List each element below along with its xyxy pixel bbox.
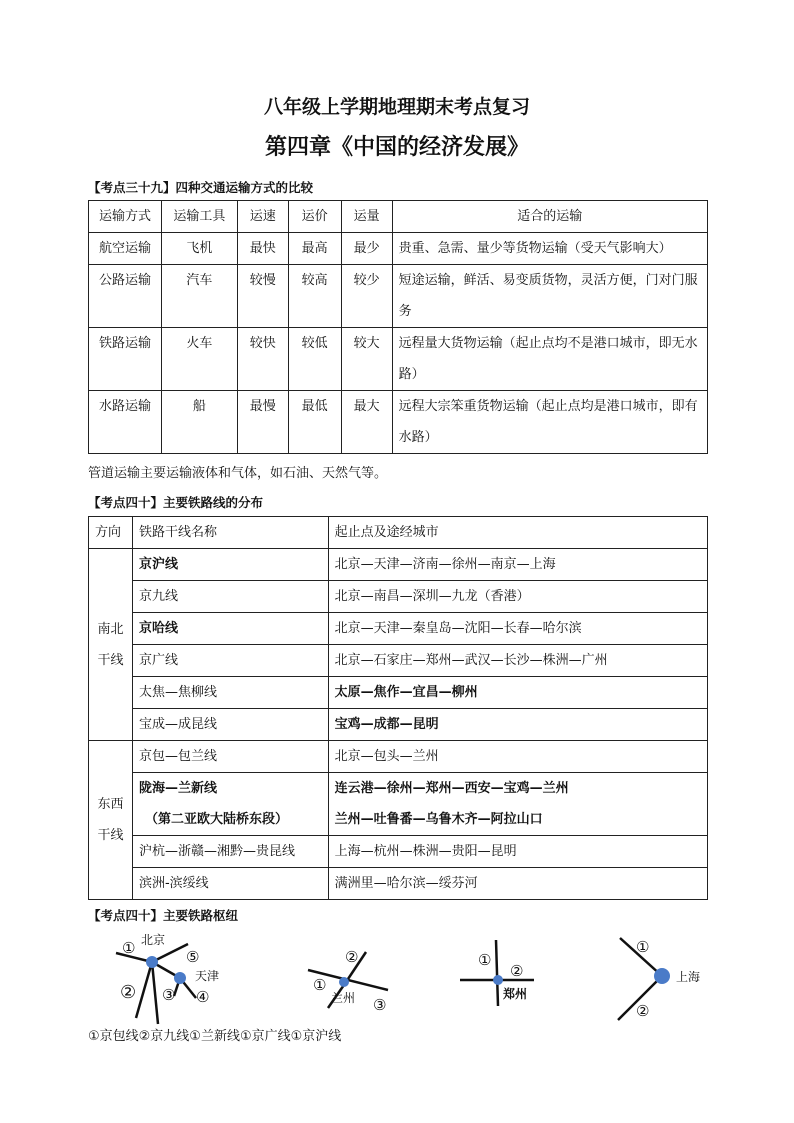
line-cities: 太原—焦作—宜昌—柳州 bbox=[328, 677, 707, 709]
table-row bbox=[89, 773, 708, 805]
table-cell: 汽车 bbox=[161, 265, 237, 328]
table-cell: 铁路运输 bbox=[89, 328, 162, 391]
table-cell: 短途运输，鲜活、易变质货物，灵活方便，门对门服务 bbox=[392, 265, 707, 328]
hub-caption: ①京包线②京九线①兰新线①京广线①京沪线 bbox=[88, 1029, 342, 1044]
line-cities: 北京—包头—兰州 bbox=[328, 741, 707, 773]
table-row bbox=[89, 645, 708, 677]
table-cell: 较大 bbox=[341, 328, 392, 391]
table-row bbox=[89, 265, 708, 328]
table-cell: 最低 bbox=[288, 391, 341, 454]
hub-beijing bbox=[146, 956, 158, 968]
marker-4: ④ bbox=[196, 988, 210, 1006]
marker-2: ② bbox=[636, 1002, 650, 1020]
pipeline-note: 管道运输主要运输液体和气体，如石油、天然气等。 bbox=[88, 466, 388, 481]
line-name: 陇海—兰新线 bbox=[132, 773, 328, 805]
hub-shanghai bbox=[654, 968, 670, 984]
col-header: 运输工具 bbox=[161, 201, 237, 233]
marker-3: ③ bbox=[162, 986, 176, 1004]
chapter-title: 第四章《中国的经济发展》 bbox=[264, 135, 529, 160]
line-name: 宝成—成昆线 bbox=[132, 709, 328, 741]
table-row bbox=[89, 709, 708, 741]
table-cell: 最慢 bbox=[237, 391, 288, 454]
line-name: （第二亚欧大陆桥东段） bbox=[132, 804, 328, 836]
col-header: 运速 bbox=[237, 201, 288, 233]
line-name: 京九线 bbox=[132, 581, 328, 613]
table-row bbox=[89, 581, 708, 613]
line-cities: 北京—天津—济南—徐州—南京—上海 bbox=[328, 549, 707, 581]
table-row bbox=[89, 868, 708, 900]
table-cell: 最大 bbox=[341, 391, 392, 454]
line-name: 京包—包兰线 bbox=[132, 741, 328, 773]
table-cell: 较低 bbox=[288, 328, 341, 391]
line-cities: 北京—南昌—深圳—九龙（香港） bbox=[328, 581, 707, 613]
table-cell: 船 bbox=[161, 391, 237, 454]
line-cities: 上海—杭州—株洲—贵阳—昆明 bbox=[328, 836, 707, 868]
label-zhengzhou: 郑州 bbox=[503, 987, 528, 1001]
marker-5: ⑤ bbox=[186, 948, 200, 966]
table-cell: 火车 bbox=[161, 328, 237, 391]
marker-1: ① bbox=[478, 951, 492, 969]
marker-2: ② bbox=[120, 982, 137, 1003]
railway-hub-diagram bbox=[88, 928, 728, 1028]
table-cell: 最快 bbox=[237, 233, 288, 265]
table-cell: 航空运输 bbox=[89, 233, 162, 265]
table-cell: 远程大宗笨重货物运输（起止点均是港口城市，即有水路） bbox=[392, 391, 707, 454]
line-name: 沪杭—浙赣—湘黔—贵昆线 bbox=[132, 836, 328, 868]
table-cell: 较少 bbox=[341, 265, 392, 328]
line-cities: 宝鸡—成都—昆明 bbox=[328, 709, 707, 741]
hub-lanzhou bbox=[339, 977, 349, 987]
col-header: 方向 bbox=[89, 517, 133, 549]
table-header-row bbox=[89, 517, 708, 549]
marker-2: ② bbox=[510, 962, 524, 980]
table-row bbox=[89, 391, 708, 454]
col-header: 运价 bbox=[288, 201, 341, 233]
direction-east-west: 东西干线 bbox=[89, 741, 133, 900]
hub-tianjin bbox=[174, 972, 186, 984]
section-heading-hubs: 【考点四十】主要铁路枢纽 bbox=[88, 908, 239, 923]
marker-3: ③ bbox=[373, 996, 387, 1014]
marker-1: ① bbox=[636, 938, 650, 956]
label-beijing: 北京 bbox=[141, 933, 166, 947]
col-header: 适合的运输 bbox=[392, 201, 707, 233]
section-heading-transport: 【考点三十九】四种交通运输方式的比较 bbox=[88, 180, 314, 195]
hub-zhengzhou bbox=[493, 975, 503, 985]
table-row bbox=[89, 741, 708, 773]
table-cell: 最高 bbox=[288, 233, 341, 265]
col-header: 运量 bbox=[341, 201, 392, 233]
table-row bbox=[89, 613, 708, 645]
railway-lines-table bbox=[88, 516, 708, 900]
col-header: 起止点及途经城市 bbox=[328, 517, 707, 549]
label-shanghai: 上海 bbox=[676, 970, 701, 984]
table-cell: 较慢 bbox=[237, 265, 288, 328]
label-lanzhou: 兰州 bbox=[331, 991, 356, 1005]
line-name: 滨洲-滨绥线 bbox=[132, 868, 328, 900]
line-cities: 连云港—徐州—郑州—西安—宝鸡—兰州 bbox=[328, 773, 707, 805]
table-cell: 较快 bbox=[237, 328, 288, 391]
col-header: 铁路干线名称 bbox=[132, 517, 328, 549]
line-cities: 满洲里—哈尔滨—绥芬河 bbox=[328, 868, 707, 900]
table-cell: 远程量大货物运输（起止点均不是港口城市，即无水路） bbox=[392, 328, 707, 391]
line-cities: 北京—天津—秦皇岛—沈阳—长春—哈尔滨 bbox=[328, 613, 707, 645]
direction-north-south: 南北干线 bbox=[89, 549, 133, 741]
line-name: 京沪线 bbox=[132, 549, 328, 581]
marker-1: ① bbox=[313, 976, 327, 994]
line-name: 京哈线 bbox=[132, 613, 328, 645]
line-name: 京广线 bbox=[132, 645, 328, 677]
table-header-row bbox=[89, 201, 708, 233]
hub-nodes bbox=[146, 956, 670, 987]
label-tianjin: 天津 bbox=[195, 969, 220, 983]
line-name: 太焦—焦柳线 bbox=[132, 677, 328, 709]
line-cities: 北京—石家庄—郑州—武汉—长沙—株洲—广州 bbox=[328, 645, 707, 677]
table-row bbox=[89, 677, 708, 709]
marker-2: ② bbox=[345, 948, 359, 966]
table-row bbox=[89, 233, 708, 265]
marker-1: ① bbox=[122, 939, 136, 957]
section-heading-railways: 【考点四十】主要铁路线的分布 bbox=[88, 495, 264, 510]
page-title: 八年级上学期地理期末考点复习 bbox=[263, 96, 530, 118]
transport-comparison-table bbox=[88, 200, 708, 454]
table-row bbox=[89, 328, 708, 391]
table-cell: 飞机 bbox=[161, 233, 237, 265]
table-cell: 较高 bbox=[288, 265, 341, 328]
table-row bbox=[89, 804, 708, 836]
table-cell: 公路运输 bbox=[89, 265, 162, 328]
table-cell: 最少 bbox=[341, 233, 392, 265]
table-row bbox=[89, 836, 708, 868]
table-row bbox=[89, 549, 708, 581]
line-cities: 兰州—吐鲁番—乌鲁木齐—阿拉山口 bbox=[328, 804, 707, 836]
table-cell: 水路运输 bbox=[89, 391, 162, 454]
table-cell: 贵重、急需、量少等货物运输（受天气影响大） bbox=[392, 233, 707, 265]
col-header: 运输方式 bbox=[89, 201, 162, 233]
